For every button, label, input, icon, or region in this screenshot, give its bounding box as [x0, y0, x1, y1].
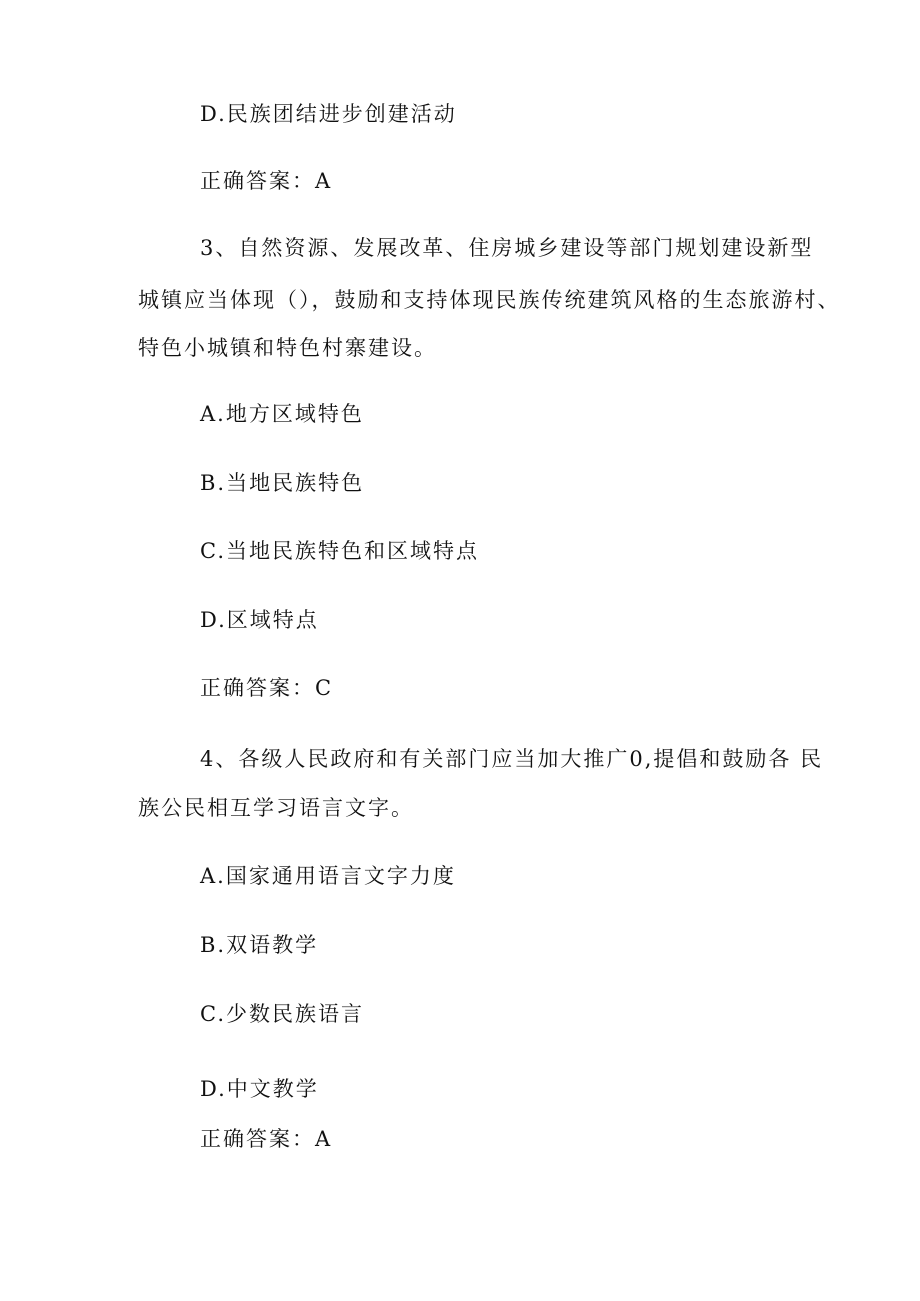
q3-option-b: B.当地民族特色 [200, 471, 365, 495]
prev-option-d: D.民族团结进步创建活动 [200, 102, 457, 126]
q4-option-b: B.双语教学 [200, 933, 319, 957]
q3-answer: 正确答案：C [200, 676, 334, 700]
q4-option-a: A.国家通用语言文字力度 [200, 864, 456, 888]
q3-option-a: A.地方区域特色 [200, 402, 364, 426]
q4-stem-line-1: 4、各级人民政府和有关部门应当加大推广0,提倡和鼓励各 民 [200, 747, 824, 771]
q3-stem-line-2: 城镇应当体现（），鼓励和支持体现民族传统建筑风格的生态旅游村、 [138, 288, 841, 312]
q4-answer: 正确答案：A [200, 1127, 333, 1151]
q3-stem-line-1: 3、自然资源、发展改革、住房城乡建设等部门规划建设新型 [200, 236, 814, 260]
q3-option-d: D.区域特点 [200, 608, 319, 632]
q4-option-c: C.少数民族语言 [200, 1002, 364, 1026]
q3-stem-line-3: 特色小城镇和特色村寨建设。 [138, 336, 437, 360]
q4-stem-line-2: 族公民相互学习语言文字。 [138, 796, 414, 820]
q3-option-c: C.当地民族特色和区域特点 [200, 539, 479, 563]
prev-answer: 正确答案：A [200, 169, 333, 193]
q4-option-d: D.中文教学 [200, 1077, 319, 1101]
